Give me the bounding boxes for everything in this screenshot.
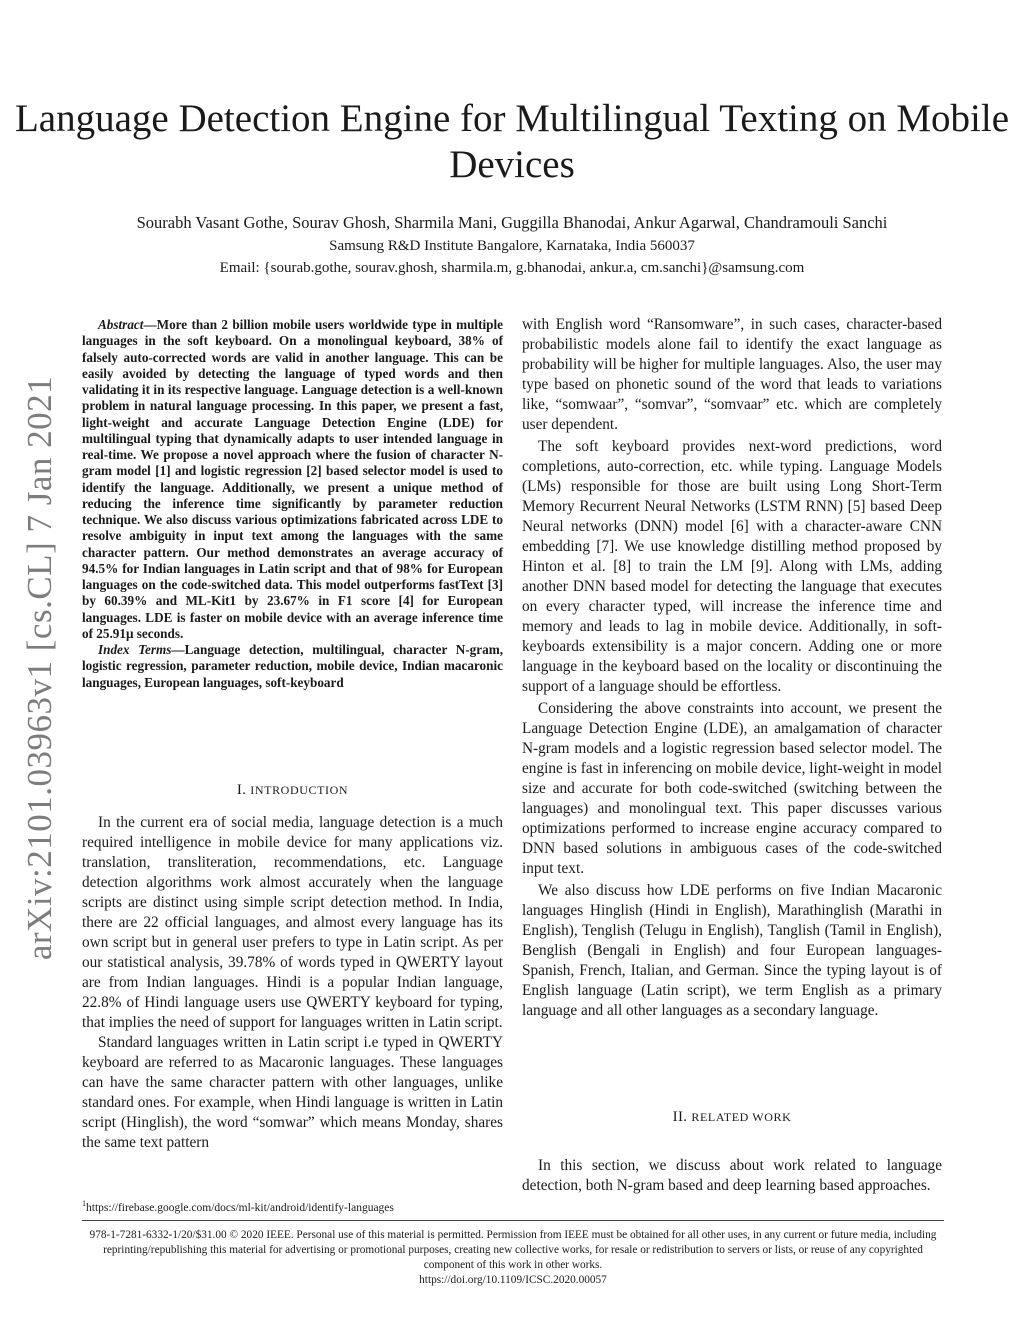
section-heading-related-work: II. RELATED WORK bbox=[672, 1109, 792, 1125]
related-paragraph-1: In this section, we discuss about work related to language detection, both N-gram based and deep learning based approaches. bbox=[522, 1157, 942, 1194]
abstract-text: More than 2 billion mobile users worldwide type in multiple languages in the soft keyboard. On a monolingual keyboard, 38% of falsely auto-corrected words are valid in another language. This can be easily avoided by detecting the language of typed words and then validating it in its respective language. Language detection is a well-known problem in natural language processing. In this paper, we present a fast, light-weight and accurate Language Detection Engine (LDE) for multilingual typing that dynamically adapts to user intended language in real-time. We propose a novel approach where the fusion of character N-gram model [1] and logistic regression [2] based selector model is used to identify the language. Additionally, we present a unique method of reducing the inference time significantly by parameter reduction technique. We also discuss various optimizations fabricated across LDE to resolve ambiguity in input text among the languages with the same character pattern. Our method demonstrates an average accuracy of 94.5% for Indian languages in Latin script and that of 98% for European languages on the code-switched data. This model outperforms fastText [3] by 60.39% and ML-Kit1 by 23.67% in F1 score [4] for European languages. LDE is faster on mobile device with an average inference time of 25.91μ seconds. bbox=[82, 317, 503, 641]
section-heading-introduction: I. INTRODUCTION bbox=[236, 782, 349, 798]
abstract-label: Abstract bbox=[98, 317, 144, 332]
related-work-section bbox=[522, 1156, 942, 1196]
index-terms-text: Language detection, multilingual, character N-gram, logistic regression, parameter reduction, mobile device, Indian macaronic languages, European languages, soft-keyboard bbox=[82, 642, 503, 690]
footnote: $^1$https://firebase.google.com/docs/ml-kit/android/identify-languages bbox=[82, 1199, 394, 1214]
right-paragraph-4: We also discuss how LDE performs on five Indian Macaronic languages Hinglish (Hindi in English), Marathinglish (Marathi in English), Tenglish (Telugu in English), Tanglish (Tamil in English), Benglish (Bengali in English) and four European languages- Spanish, French, Italian, and German. Since the typing layout is of English language (Latin script), we term English as a primary language and all other languages as a secondary language. bbox=[522, 882, 942, 1019]
intro-section bbox=[82, 813, 503, 1153]
right-paragraph-3: Considering the above constraints into account, we present the Language Detection Engine (LDE), an amalgamation of character N-gram models and a logistic regression based selector model. The engine is fast in inferencing on mobile device, light-weight in model size and accurate for both code-switched (switching between the languages) and monolingual text. This paper discusses various optimizations performed to increase engine accuracy compared to DNN based solutions in ambiguous cases of the code-switched input text. bbox=[522, 700, 942, 877]
affiliation: Samsung R&D Institute Bangalore, Karnataka, India 560037 bbox=[329, 238, 695, 254]
copyright-text: 978-1-7281-6332-1/20/$31.00 © 2020 IEEE. Personal use of this material is permitted. Permission from IEEE must be obtained for all other uses, in any current or future media, including reprinting/republishing this material for advertising or promotional purposes, creating new collective works, for resale or redistribution to servers or lists, or reuse of any copyrighted component of this work in other works. bbox=[89, 1229, 937, 1271]
doi-link[interactable]: https://doi.org/10.1109/ICSC.2020.00057 bbox=[419, 1274, 607, 1286]
arxiv-sidebar bbox=[18, 375, 62, 961]
right-column-body bbox=[522, 315, 942, 1021]
footnote-url[interactable]: https://firebase.google.com/docs/ml-kit/android/identify-languages bbox=[86, 1201, 394, 1214]
copyright-notice bbox=[82, 1228, 944, 1288]
email-line: Email: {sourab.gothe, sourav.ghosh, sharmila.m, g.bhanodai, ankur.a, cm.sanchi}@samsung.com bbox=[219, 260, 805, 276]
intro-paragraph-2: Standard languages written in Latin script i.e typed in QWERTY keyboard are referred to as Macaronic languages. These languages can have the same character pattern with other languages, unlike standard ones. For example, when Hindi language is written in Latin script (Hinglish), the word “somwar” which means Monday, shares the same text pattern bbox=[82, 1034, 503, 1151]
intro-paragraph-1: In the current era of social media, language detection is a much required intelligence in mobile device for many applications viz. translation, transliteration, recommendations, etc. Language detection algorithms work almost accurately when the language scripts are distinct using simple script detection method. In India, there are 22 official languages, and almost every language has its own script but in general user prefers to type in Latin script. As per our statistical analysis, 39.78% of words typed in QWERTY layout are from Indian languages. Hindi is a popular Indian language, 22.8% of Hindi language users use QWERTY keyboard for typing, that implies the need of support for languages written in Latin script. bbox=[82, 814, 503, 1031]
author-list: Sourabh Vasant Gothe, Sourav Ghosh, Sharmila Mani, Guggilla Bhanodai, Ankur Agarwal, Chandramouli Sanchi bbox=[136, 213, 888, 232]
right-paragraph-1: with English word “Ransomware”, in such cases, character-based probabilistic models alone fail to identify the exact language as probability will be higher for multiple languages. Also, the user may type based on phonetic sound of the word that leads to variations like, “somwaar”, “somvar”, “somvaar” etc. which are completely user dependent. bbox=[522, 316, 942, 433]
footer-rule bbox=[82, 1220, 944, 1221]
paper-title: Language Detection Engine for Multilingual Texting on Mobile Devices bbox=[14, 97, 1010, 186]
arxiv-identifier: arXiv:2101.03963v1 [cs.CL] 7 Jan 2021 bbox=[20, 375, 59, 961]
abstract-block: Abstract—More than 2 billion mobile users worldwide type in multiple languages in the soft keyboard. On a monolingual keyboard, 38% of falsely auto-corrected words are valid in another language. This can be easily avoided by detecting the language of typed words and then validating it in its respective language. Language detection is a well-known problem in natural language processing. In this paper, we present a fast, light-weight and accurate Language Detection Engine (LDE) for multilingual typing that dynamically adapts to user intended language in real-time. We propose a novel approach where the fusion of character N-gram model [1] and logistic regression [2] based selector model is used to identify the language. Additionally, we present a unique method of reducing the inference time significantly by parameter reduction technique. We also discuss various optimizations fabricated across LDE to resolve ambiguity in input text among the languages with the same character pattern. Our method demonstrates an average accuracy of 94.5% for Indian languages in Latin script and that of 98% for European languages on the code-switched data. This model outperforms fastText [3] by 60.39% and ML-Kit1 by 23.67% in F1 score [4] for European languages. LDE is faster on mobile device with an average inference time of 25.91μ seconds. Index Terms—Language detection, multilingual, character N-gram, logistic regression, parameter reduction, mobile device, Indian macaronic languages, European languages, soft-keyboard bbox=[82, 317, 503, 690]
right-paragraph-2: The soft keyboard provides next-word predictions, word completions, auto-correction, etc. while typing. Language Models (LMs) responsible for those are built using Long Short-Term Memory Recurrent Neural Networks (LSTM RNN) [5] based Deep Neural networks (DNN) model [6] with a character-aware CNN embedding [7]. We use knowledge distilling method proposed by Hinton et al. [8] to train the LM [9]. Along with LMs, adding another DNN based model for detecting the language that executes on every character typed, will increase the inference time and memory and leads to lag in mobile device. Additionally, in soft-keyboards extensibility is a major concern. Adding one or more language in the keyboard based on the locality or discontinuing the support of a language should be effortless. bbox=[522, 438, 942, 695]
index-terms-label: Index Terms bbox=[98, 642, 172, 657]
